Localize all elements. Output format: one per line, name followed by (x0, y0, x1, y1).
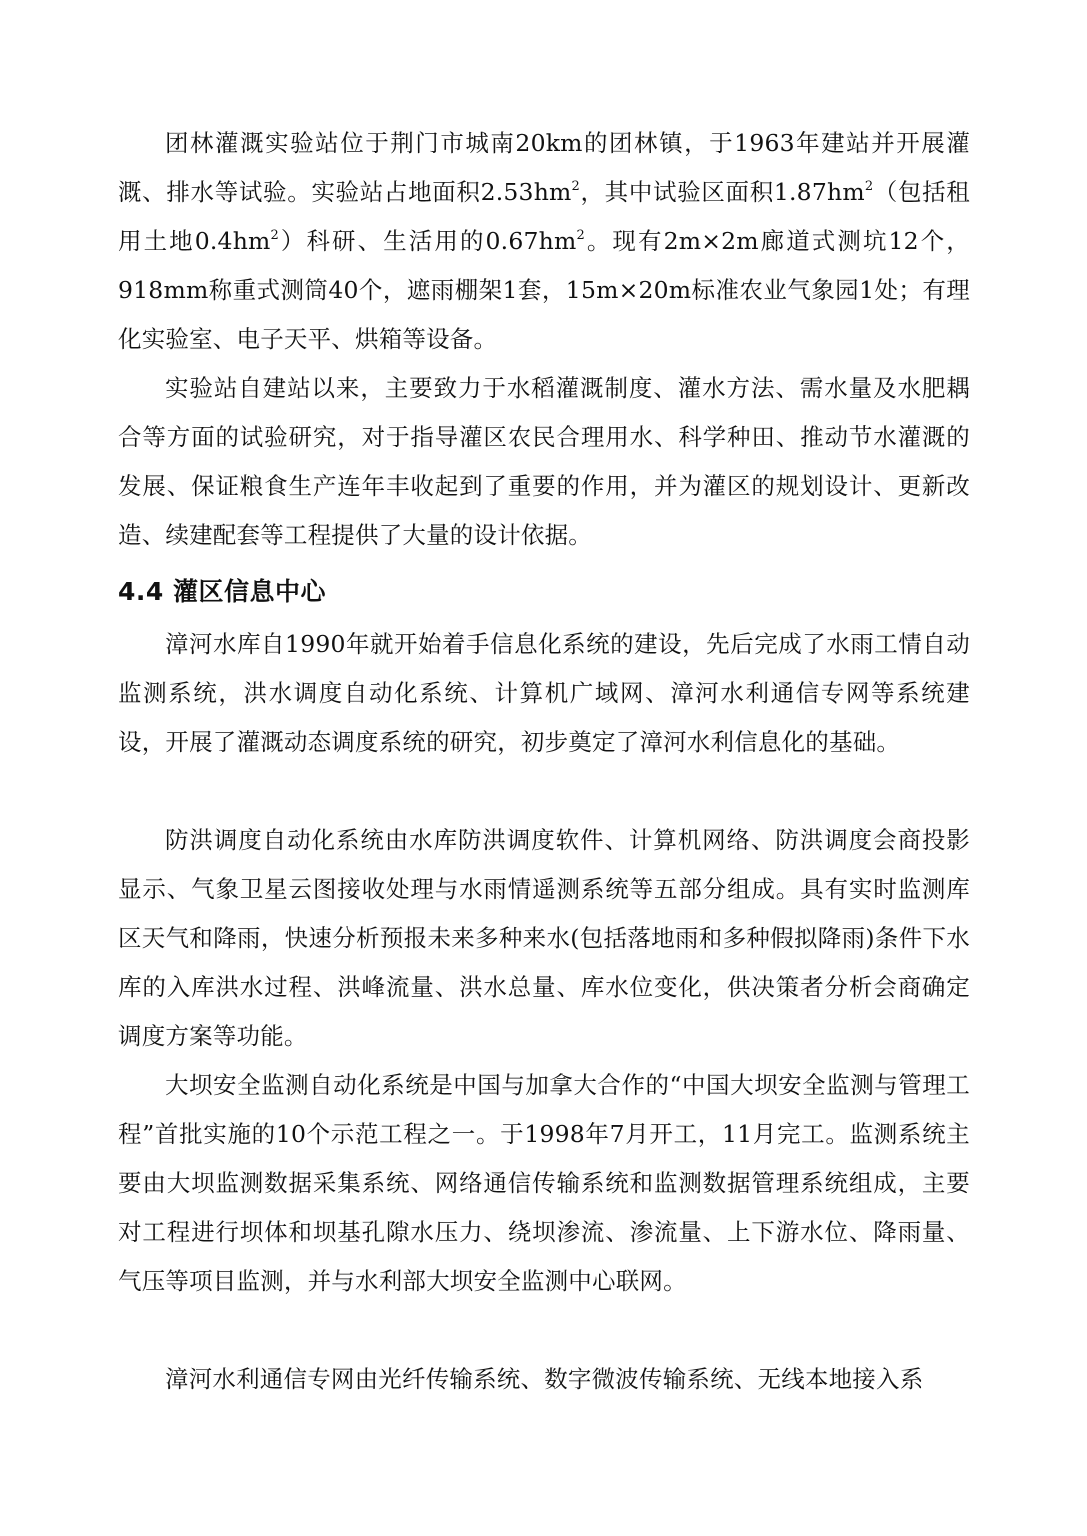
paragraph-flood-control-system: 防洪调度自动化系统由水库防洪调度软件、计算机网络、防洪调度会商投影显示、气象卫星云图接收处理与水雨情遥测系统等五部分组成。具有实时监测库区天气和降雨，快速分析预报未来多种来水(包括落地雨和多种假拟降雨)条件下水库的入库洪水过程、洪峰流量、洪水总量、库水位变化，供决策者分析会商确定调度方案等功能。 (118, 826, 970, 1050)
section-heading: 4.4 灌区信息中心 (118, 577, 326, 606)
superscript-2: 2 (270, 228, 280, 243)
paragraph-experiment-station-intro: 团林灌溉实验站位于荆门市城南20km的团林镇，于1963年建站并开展灌溉、排水等试验。实验站占地面积$2.53hm^2$，其中试验区面积$1.87hm^2$（包括租用土地$0.4hm^2$）科研、生活用的$0.67hm^2$。现有2m×2m廊道式测坑12个，918mm称重式测筒40个，遮雨棚架1套，15m×20m标准农业气象园1处；有理化实验室、电子天平、烘箱等设备。 (118, 129, 970, 353)
paragraph-spacer (118, 1306, 970, 1355)
superscript-2: 2 (864, 179, 874, 194)
paragraph-communication-network: 漳河水利通信专网由光纤传输系统、数字微波传输系统、无线本地接入系 (165, 1365, 924, 1393)
paragraph-spacer (118, 767, 970, 816)
paragraph-dam-safety-monitoring: 大坝安全监测自动化系统是中国与加拿大合作的“中国大坝安全监测与管理工程”首批实施的10个示范工程之一。于1998年7月开工，11月完工。监测系统主要由大坝监测数据采集系统、网络通信传输系统和监测数据管理系统组成，主要对工程进行坝体和坝基孔隙水压力、绕坝渗流、渗流量、上下游水位、降雨量、气压等项目监测，并与水利部大坝安全监测中心联网。 (118, 1071, 970, 1295)
superscript-2: 2 (576, 228, 585, 243)
paragraph-information-center-intro: 漳河水库自1990年就开始着手信息化系统的建设，先后完成了水雨工情自动监测系统，洪水调度自动化系统、计算机广域网、漳河水利通信专网等系统建设，开展了灌溉动态调度系统的研究，初步奠定了漳河水利信息化的基础。 (118, 630, 970, 756)
paragraph-experiment-station-research: 实验站自建站以来，主要致力于水稻灌溉制度、灌水方法、需水量及水肥耦合等方面的试验研究，对于指导灌区农民合理用水、科学种田、推动节水灌溉的发展、保证粮食生产连年丰收起到了重要的作用，并为灌区的规划设计、更新改造、续建配套等工程提供了大量的设计依据。 (118, 374, 970, 549)
document-page (118, 119, 970, 1404)
superscript-2: 2 (571, 179, 581, 194)
